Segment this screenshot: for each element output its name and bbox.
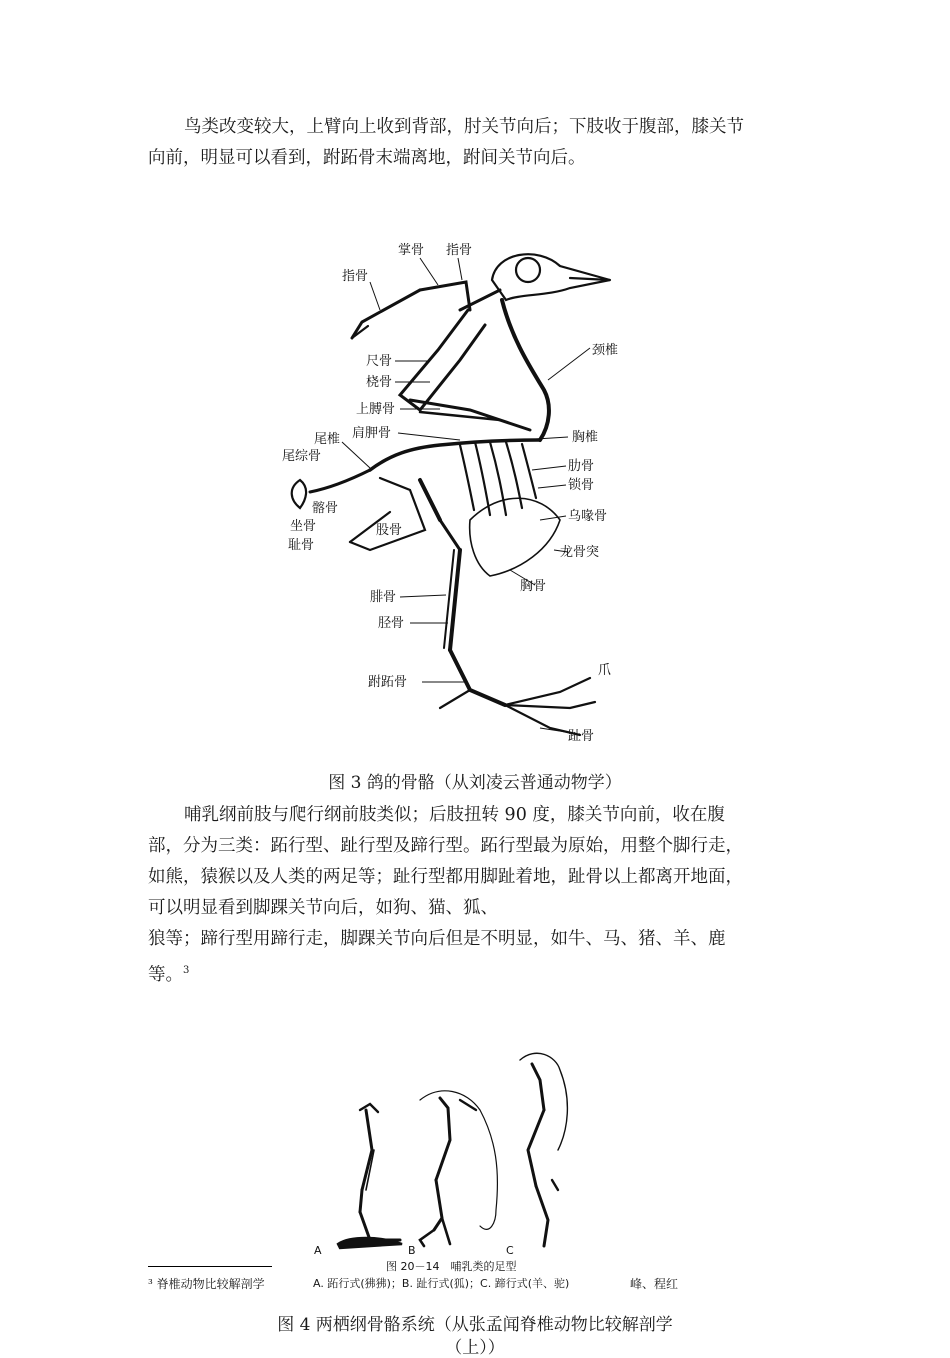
label-jianjiagu: 肩胛骨 <box>352 426 392 441</box>
label-fuzhigu: 跗跖骨 <box>368 675 408 690</box>
label-leigu: 肋骨 <box>568 459 595 474</box>
label-weizhui: 尾椎 <box>314 432 341 447</box>
label-chigu: 尺骨 <box>366 354 393 369</box>
paragraph-line: 哺乳纲前肢与爬行纲前肢类似；后肢扭转 90 度，膝关节向前，收在腹 <box>184 805 725 825</box>
label-zhigu-top: 指骨 <box>446 243 473 258</box>
label-gugu: 股骨 <box>376 523 403 538</box>
label-zhigu-left: 指骨 <box>342 269 369 284</box>
label-zhua: 爪 <box>598 663 612 678</box>
paragraph-line: 可以明显看到脚踝关节向后，如狗、猫、狐、 <box>148 898 498 918</box>
footnote-text: ³ 脊椎动物比较解剖学 <box>148 1277 265 1291</box>
paragraph-mammal-limbs <box>148 800 804 991</box>
label-shanggu: 上膊骨 <box>356 402 396 417</box>
label-jinggu: 胫骨 <box>378 616 405 631</box>
paragraph-line: 向前，明显可以看到，跗跖骨末端离地，跗间关节向后。 <box>148 148 586 168</box>
label-raogu: 桡骨 <box>366 375 393 390</box>
label-longgutu: 龙骨突 <box>560 545 600 560</box>
panel-b-label: B <box>408 1244 416 1257</box>
label-zhanggu: 掌骨 <box>398 243 425 258</box>
label-suogu: 锁骨 <box>568 478 595 493</box>
figure4-inner-legend: A. 跖行式(狒狒)；B. 趾行式(狐)；C. 蹄行式(羊、驼) <box>313 1277 570 1290</box>
label-wuhuigu: 乌喙骨 <box>568 509 608 524</box>
mammal-foot-types-figure <box>300 1040 680 1290</box>
label-feigu: 腓骨 <box>370 590 397 605</box>
figure4-inner-caption: 图 20－14 哺乳类的足型 <box>386 1260 517 1273</box>
paragraph-line: 部，分为三类：跖行型、趾行型及蹄行型。跖行型最为原始，用整个脚行走， <box>148 836 743 856</box>
pigeon-skeleton-figure <box>270 230 650 750</box>
foot-drawing <box>338 1053 567 1248</box>
label-zhigu-toe: 趾骨 <box>568 729 595 744</box>
panel-a-label: A <box>314 1244 322 1257</box>
label-zuogu: 坐骨 <box>290 519 317 534</box>
footnote-divider <box>148 1266 272 1267</box>
label-weizonggu: 尾综骨 <box>282 449 322 464</box>
footnote-ref[interactable]: 3 <box>183 965 190 976</box>
paragraph-line <box>148 955 804 991</box>
paragraph-line: 如熊，猿猴以及人类的两足等；趾行型都用脚趾着地，趾骨以上都离开地面， <box>148 867 743 887</box>
figure3-caption: 图 3 鸽的骨骼（从刘凌云普通动物学） <box>328 773 622 793</box>
paragraph-line: 狼等；蹄行型用蹄行走，脚踝关节向后但是不明显，如牛、马、猪、羊、鹿 <box>148 929 726 949</box>
footnote-tail: 峰、程红 <box>630 1277 679 1291</box>
paragraph-line: 鸟类改变较大，上臂向上收到背部，肘关节向后；下肢收于腹部，膝关节 <box>184 117 744 137</box>
label-xionggu: 胸骨 <box>520 579 547 594</box>
label-xiongzhui: 胸椎 <box>572 430 599 445</box>
label-jingzhui: 颈椎 <box>592 343 619 358</box>
paragraph-bird-limbs <box>148 112 804 174</box>
label-chigu2: 耻骨 <box>288 538 315 553</box>
paragraph-line-text: 等。 <box>148 965 183 985</box>
panel-c-label: C <box>506 1244 514 1257</box>
skeleton-drawing <box>292 254 610 735</box>
figure4-caption-line1: 图 4 两栖纲骨骼系统（从张孟闻脊椎动物比较解剖学 <box>277 1315 673 1335</box>
label-qiagu: 髂骨 <box>312 501 339 516</box>
figure4-caption-line2: （上）） <box>445 1338 505 1358</box>
label-leader-lines <box>342 258 590 732</box>
